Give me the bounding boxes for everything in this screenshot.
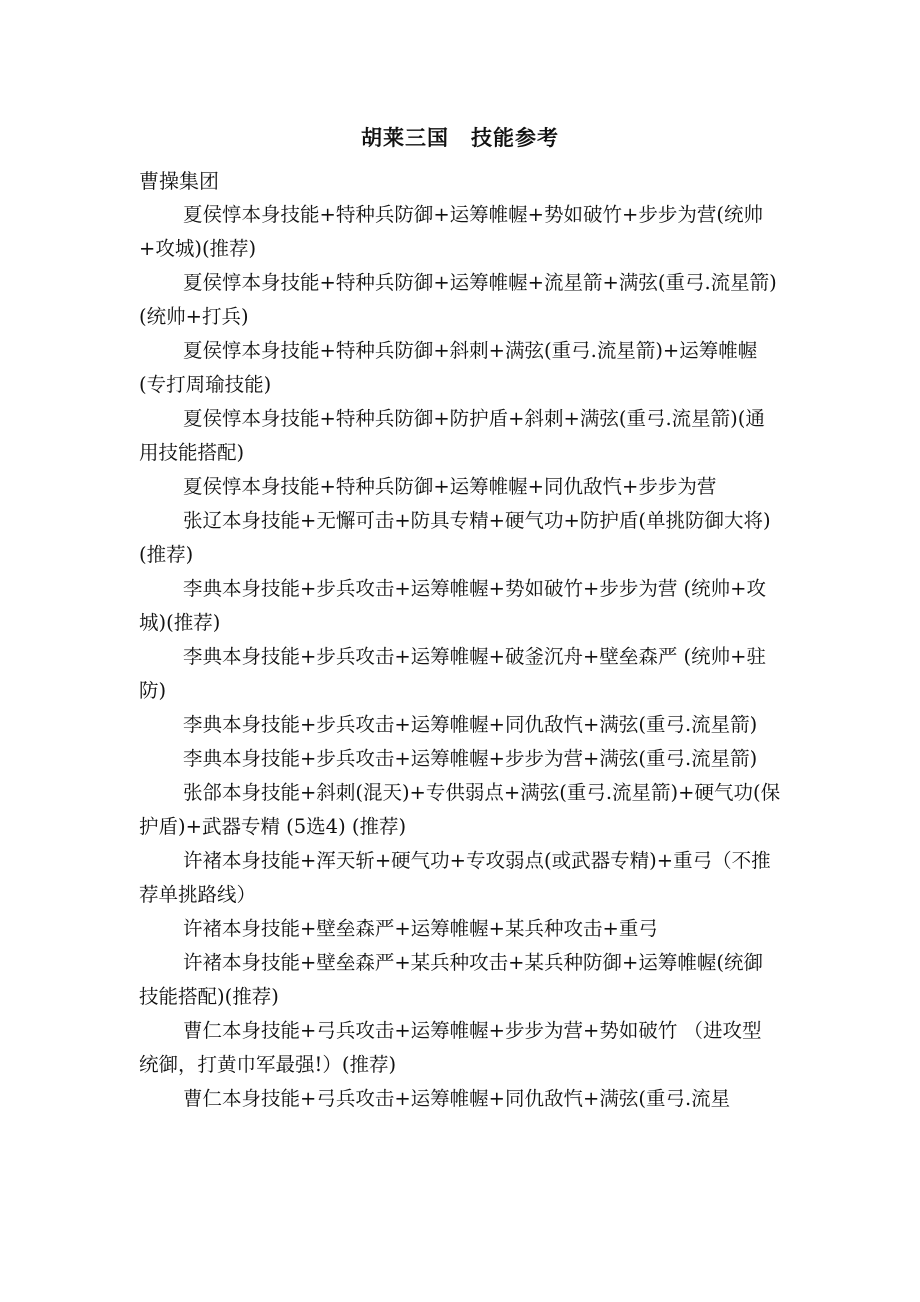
group-heading: 曹操集团	[139, 169, 219, 193]
skill-entry: 夏侯惇本身技能+特种兵防御+斜刺+满弦(重弓.流星箭)+运筹帷幄 (专打周瑜技能)	[139, 339, 758, 396]
skill-entry: 曹仁本身技能+弓兵攻击+运筹帷幄+步步为营+势如破竹 （进攻型统御，打黄巾军最强!）(推荐)	[139, 1019, 762, 1076]
skill-entry: 李典本身技能+步兵攻击+运筹帷幄+破釜沉舟+壁垒森严 (统帅+驻防)	[139, 645, 767, 702]
skill-entry: 张郃本身技能+斜刺(混天)+专供弱点+满弦(重弓.流星箭)+硬气功(保护盾)+武器专精 (5选4) (推荐)	[139, 781, 781, 838]
page-title: 胡莱三国 技能参考	[361, 125, 559, 150]
skill-entry: 张辽本身技能+无懈可击+防具专精+硬气功+防护盾(单挑防御大将)(推荐)	[139, 509, 771, 566]
skill-entry: 李典本身技能+步兵攻击+运筹帷幄+步步为营+满弦(重弓.流星箭)	[183, 747, 758, 770]
skill-entry: 许褚本身技能+浑天斩+硬气功+专攻弱点(或武器专精)+重弓（不推荐单挑路线）	[139, 849, 771, 906]
skill-entry: 李典本身技能+步兵攻击+运筹帷幄+同仇敌忾+满弦(重弓.流星箭)	[183, 713, 758, 736]
skill-entry: 李典本身技能+步兵攻击+运筹帷幄+势如破竹+步步为营 (统帅+攻城)(推荐)	[139, 577, 767, 634]
skill-entry: 曹仁本身技能+弓兵攻击+运筹帷幄+同仇敌忾+满弦(重弓.流星	[183, 1087, 731, 1110]
skill-entry: 夏侯惇本身技能+特种兵防御+运筹帷幄+流星箭+满弦(重弓.流星箭) (统帅+打兵)	[139, 271, 777, 328]
skill-entry: 夏侯惇本身技能+特种兵防御+运筹帷幄+势如破竹+步步为营(统帅+攻城)(推荐)	[139, 203, 763, 260]
document-body	[139, 164, 781, 1116]
skill-entry: 许褚本身技能+壁垒森严+某兵种攻击+某兵种防御+运筹帷幄(统御技能搭配)(推荐)	[139, 951, 763, 1008]
skill-entry: 许褚本身技能+壁垒森严+运筹帷幄+某兵种攻击+重弓	[183, 917, 658, 940]
skill-entry: 夏侯惇本身技能+特种兵防御+运筹帷幄+同仇敌忾+步步为营	[183, 475, 717, 498]
skill-entry: 夏侯惇本身技能+特种兵防御+防护盾+斜刺+满弦(重弓.流星箭)(通用技能搭配)	[139, 407, 765, 464]
